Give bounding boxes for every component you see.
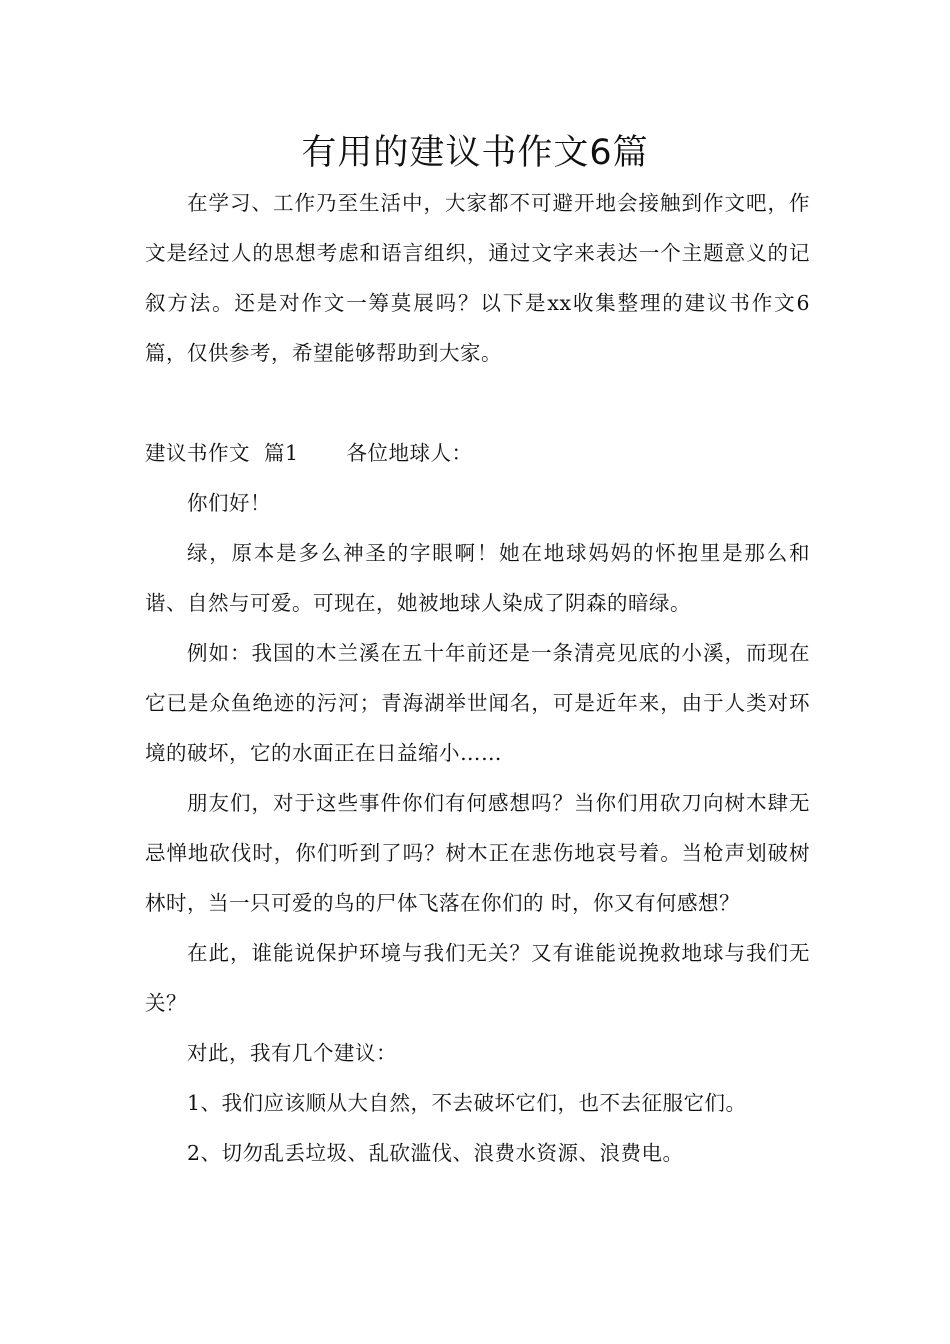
paragraph: 绿，原本是多么神圣的字眼啊！她在地球妈妈的怀抱里是那么和谐、自然与可爱。可现在，她被地球人染成了阴森的暗绿。 [145,541,810,615]
paragraph: 对此，我有几个建议： [187,1041,397,1065]
paragraph: 你们好！ [187,491,271,515]
section-heading: 建议书作文 [145,441,250,465]
list-item: 1、我们应该顺从大自然，不去破坏它们，也不去征服它们。 [187,1091,747,1115]
salutation: 各位地球人： [346,441,473,465]
paragraph: 例如：我国的木兰溪在五十年前还是一条清亮见底的小溪，而现在它已是众鱼绝迹的污河；青海湖举世闻名，可是近年来，由于人类对环境的破坏，它的水面正在日益缩小…… [145,641,810,765]
content-block [145,428,810,1178]
intro-paragraph: 在学习、工作乃至生活中，大家都不可避开地会接触到作文吧，作文是经过人的思想考虑和语言组织，通过文字来表达一个主题意义的记叙方法。还是对作文一筹莫展吗？以下是xx收集整理的建议书作文6篇，仅供参考，希望能够帮助到大家。 [145,191,810,365]
intro-block [145,178,810,378]
paragraph: 在此，谁能说保护环境与我们无关？又有谁能说挽救地球与我们无关？ [145,941,810,1015]
section-number: 篇1 [264,441,299,465]
paragraph: 朋友们，对于这些事件你们有何感想吗？当你们用砍刀向树木肆无忌惮地砍伐时，你们听到了吗？树木正在悲伤地哀号着。当枪声划破树林时，当一只可爱的鸟的尸体飞落在你们的 时，你又有何感想？ [145,791,810,915]
list-item: 2、切勿乱丢垃圾、乱砍滥伐、浪费水资源、浪费电。 [187,1141,684,1165]
document-title: 有用的建议书作文6篇 [301,133,649,173]
section-heading-line [145,428,810,478]
